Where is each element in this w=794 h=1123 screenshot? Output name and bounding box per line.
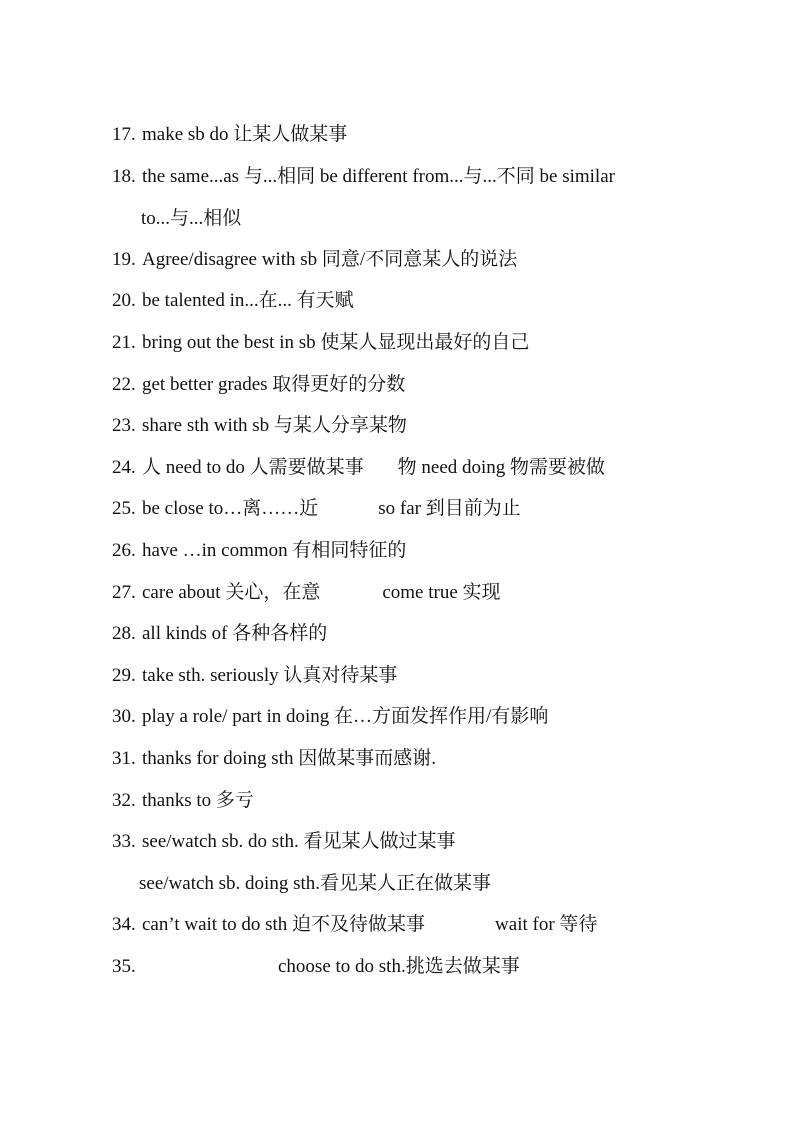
list-item [112, 578, 712, 608]
item-number: 26. [112, 540, 136, 561]
list-item [112, 453, 712, 483]
item-number: 31. [112, 748, 136, 769]
item-text: thanks for doing sth 因做某事而感谢. [142, 748, 436, 769]
item-text: make sb do 让某人做某事 [142, 124, 348, 145]
item-number: 35. [112, 956, 136, 977]
list-item [112, 952, 712, 982]
item-number: 18. [112, 166, 136, 187]
item-text: bring out the best in sb 使某人显现出最好的自己 [142, 332, 530, 353]
list-item [112, 910, 712, 940]
item-text: all kinds of 各种各样的 [142, 623, 328, 644]
item-number: 24. [112, 457, 136, 478]
item-text: be close to…离……近 [142, 498, 319, 519]
item-text-secondary: choose to do sth.挑选去做某事 [278, 956, 520, 977]
list-item [112, 286, 712, 316]
list-item [112, 411, 712, 441]
list-item [112, 702, 712, 732]
list-item-continuation [139, 869, 739, 899]
item-number: 27. [112, 582, 136, 603]
item-number: 20. [112, 290, 136, 311]
item-text: 人 need to do 人需要做某事 [142, 457, 364, 478]
list-item-continuation [141, 204, 741, 234]
item-number: 17. [112, 124, 136, 145]
item-number: 19. [112, 249, 136, 270]
list-item [112, 786, 712, 816]
item-text: take sth. seriously 认真对待某事 [142, 665, 398, 686]
item-number: 23. [112, 415, 136, 436]
item-number: 29. [112, 665, 136, 686]
list-item [112, 328, 712, 358]
item-text-secondary: wait for 等待 [495, 914, 598, 935]
item-text: care about 关心，在意 [142, 582, 321, 603]
list-item [112, 661, 712, 691]
list-item [112, 370, 712, 400]
item-text: thanks to 多亏 [142, 790, 254, 811]
item-text: to...与...相似 [141, 208, 242, 229]
item-text: share sth with sb 与某人分享某物 [142, 415, 407, 436]
list-item [112, 619, 712, 649]
item-number: 22. [112, 374, 136, 395]
item-text: play a role/ part in doing 在…方面发挥作用/有影响 [142, 706, 549, 727]
list-item [112, 744, 712, 774]
item-text-secondary: so far 到目前为止 [378, 498, 521, 519]
item-text: see/watch sb. doing sth.看见某人正在做某事 [139, 873, 492, 894]
item-text: get better grades 取得更好的分数 [142, 374, 406, 395]
item-text: Agree/disagree with sb 同意/不同意某人的说法 [142, 249, 518, 270]
item-number: 28. [112, 623, 136, 644]
item-text: can’t wait to do sth 迫不及待做某事 [142, 914, 426, 935]
item-text: see/watch sb. do sth. 看见某人做过某事 [142, 831, 456, 852]
item-number: 30. [112, 706, 136, 727]
item-text: the same...as 与...相同 be different from...与...不同 be similar [142, 166, 615, 187]
item-text-secondary: come true 实现 [382, 582, 501, 603]
list-item [112, 827, 712, 857]
item-number: 25. [112, 498, 136, 519]
list-item [112, 162, 712, 192]
item-number: 32. [112, 790, 136, 811]
list-item [112, 245, 712, 275]
item-text: have …in common 有相同特征的 [142, 540, 407, 561]
list-item [112, 494, 712, 524]
item-text: be talented in...在... 有天赋 [142, 290, 354, 311]
list-item [112, 536, 712, 566]
item-text-secondary: 物 need doing 物需要被做 [397, 457, 606, 478]
list-item [112, 120, 712, 150]
item-number: 33. [112, 831, 136, 852]
item-number: 21. [112, 332, 136, 353]
item-number: 34. [112, 914, 136, 935]
